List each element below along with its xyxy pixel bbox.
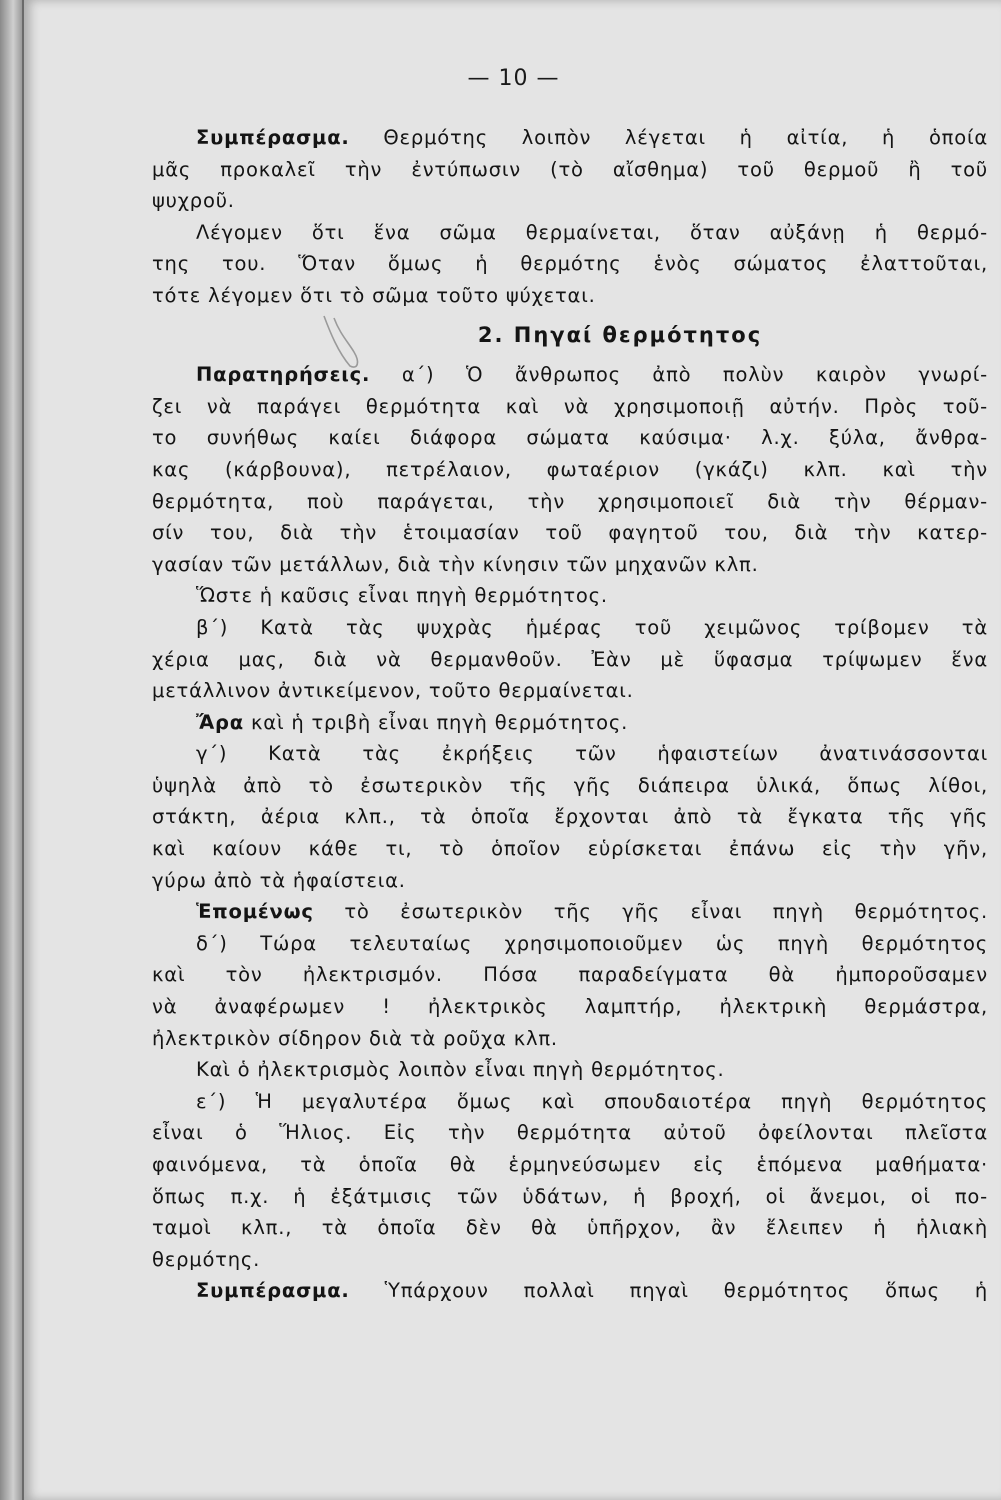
text-line: γύρω ἀπὸ τὰ ἡφαίστεια. — [152, 868, 406, 892]
text-line: ε΄) Ἡ μεγαλυτέρα ὅμως καὶ σπουδαιοτέρα πηγὴ θερμότητος — [196, 1089, 988, 1113]
lead-label: Συμπέρασμα. — [196, 1279, 350, 1303]
text-line: γ΄) Κατὰ τὰς ἐκρήξεις τῶν ἡφαιστείων ἀνατινάσσονται — [196, 742, 988, 766]
text-line: ὑψηλὰ ἀπὸ τὸ ἐσωτερικὸν τῆς γῆς διάπειρα ὑλικά, ὅπως λίθοι, — [152, 773, 988, 797]
text-line: στάκτη, ἀέρια κλπ., τὰ ὁποῖα ἔρχονται ἀπὸ τὰ ἔγκατα τῆς γῆς — [152, 805, 988, 829]
book-page — [22, 0, 1001, 1500]
lead-label: Ἄρα — [196, 710, 244, 734]
text-line: της του. Ὅταν ὅμως ἡ θερμότης ἑνὸς σώματος ἐλαττοῦται, — [152, 252, 988, 276]
text-line: Καὶ ὁ ἠλεκτρισμὸς λοιπὸν εἶναι πηγὴ θερμότητος. — [196, 1058, 725, 1082]
text-line: κας (κάρβουνα), πετρέλαιον, φωταέριον (γκάζι) κλπ. καὶ τὴν — [152, 457, 988, 481]
book-binding — [0, 0, 22, 1500]
line-text: α΄) Ὁ ἄνθρωπος ἀπὸ πολὺν καιρὸν γνωρί- — [370, 363, 988, 387]
text-line — [152, 707, 988, 739]
text-line — [152, 1275, 988, 1307]
lead-label: Παρατηρήσεις. — [196, 363, 371, 387]
text-line: δ΄) Τώρα τελευταίως χρησιμοποιοῦμεν ὡς πηγὴ θερμότητος — [196, 931, 988, 955]
text-line: μετάλλινον ἀντικείμενον, τοῦτο θερμαίνεται. — [152, 679, 634, 703]
text-line: φαινόμενα, τὰ ὁποῖα θὰ ἑρμηνεύσωμεν εἰς ἑπόμενα μαθήματα· — [152, 1153, 988, 1176]
text-line: τότε λέγομεν ὅτι τὸ σῶμα τοῦτο ψύχεται. — [152, 283, 596, 307]
text-line — [152, 359, 988, 391]
text-line: καὶ καίουν κάθε τι, τὸ ὁποῖον εὑρίσκεται ἐπάνω εἰς τὴν γῆν, — [152, 837, 988, 861]
page-number: — 10 — — [467, 66, 560, 91]
section-heading: 2. Πηγαί θερμότητος — [477, 322, 763, 347]
text-line: Ὥστε ἡ καῦσις εἶναι πηγὴ θερμότητος. — [196, 584, 608, 608]
text-line: καὶ τὸν ἠλεκτρισμόν. Πόσα παραδείγματα θὰ ἠμποροῦσαμεν — [152, 963, 988, 987]
lead-label: Ἑπομένως — [196, 900, 314, 924]
text-line: ὅπως π.χ. ἡ ἐξάτμισις τῶν ὑδάτων, ἡ βροχή, οἱ ἄνεμοι, οἱ πο- — [152, 1184, 988, 1208]
text-line: νὰ ἀναφέρωμεν ! ἠλεκτρικὸς λαμπτήρ, ἠλεκτρικὴ θερμάστρα, — [152, 995, 988, 1019]
body-text — [152, 122, 988, 1307]
text-line — [152, 896, 988, 928]
text-line: ἠλεκτρικὸν σίδηρον διὰ τὰ ροῦχα κλπ. — [152, 1026, 558, 1050]
text-line: εἶναι ὁ Ἥλιος. Εἰς τὴν θερμότητα αὐτοῦ ὀφείλονται πλεῖστα — [152, 1121, 988, 1145]
text-line: μᾶς προκαλεῖ τὴν ἐντύπωσιν (τὸ αἴσθημα) τοῦ θερμοῦ ἢ τοῦ — [152, 157, 988, 181]
text-line: ψυχροῦ. — [152, 189, 235, 213]
text-line: γασίαν τῶν μετάλλων, διὰ τὴν κίνησιν τῶν μηχανῶν κλπ. — [152, 552, 759, 576]
text-line: χέρια μας, διὰ νὰ θερμανθοῦν. Ἐὰν μὲ ὕφασμα τρίψωμεν ἕνα — [152, 647, 988, 671]
line-text: καὶ ἡ τριβὴ εἶναι πηγὴ θερμότητος. — [244, 710, 629, 734]
lead-label: Συμπέρασμα. — [196, 126, 350, 149]
line-text: Θερμότης λοιπὸν λέγεται ἡ αἰτία, ἡ ὁποία — [349, 126, 988, 149]
text-line — [152, 122, 988, 154]
text-line: ταμοὶ κλπ., τὰ ὁποῖα δὲν θὰ ὑπῆρχον, ἂν ἔλειπεν ἡ ἡλιακὴ — [152, 1216, 988, 1240]
text-line: ζει νὰ παράγει θερμότητα καὶ νὰ χρησιμοποιῇ αὐτήν. Πρὸς τοῦ- — [152, 394, 988, 418]
line-text: τὸ ἐσωτερικὸν τῆς γῆς εἶναι πηγὴ θερμότητος. — [313, 900, 988, 924]
line-text: Ὑπάρχουν πολλαὶ πηγαὶ θερμότητος ὅπως ἡ — [349, 1279, 988, 1303]
text-line: σίν του, διὰ τὴν ἑτοιμασίαν τοῦ φαγητοῦ του, διὰ τὴν κατερ- — [152, 521, 988, 545]
text-line: θερμότητα, ποὺ παράγεται, τὴν χρησιμοποιεῖ διὰ τὴν θέρμαν- — [152, 489, 988, 513]
text-line: θερμότης. — [152, 1247, 261, 1271]
text-line: Λέγομεν ὅτι ἕνα σῶμα θερμαίνεται, ὅταν αὐξάνῃ ἡ θερμό- — [196, 220, 988, 244]
text-line: β΄) Κατὰ τὰς ψυχρὰς ἡμέρας τοῦ χειμῶνος τρίβομεν τὰ — [196, 615, 988, 639]
text-line: το συνήθως καίει διάφορα σώματα καύσιμα· λ.χ. ξύλα, ἄνθρα- — [152, 426, 988, 450]
